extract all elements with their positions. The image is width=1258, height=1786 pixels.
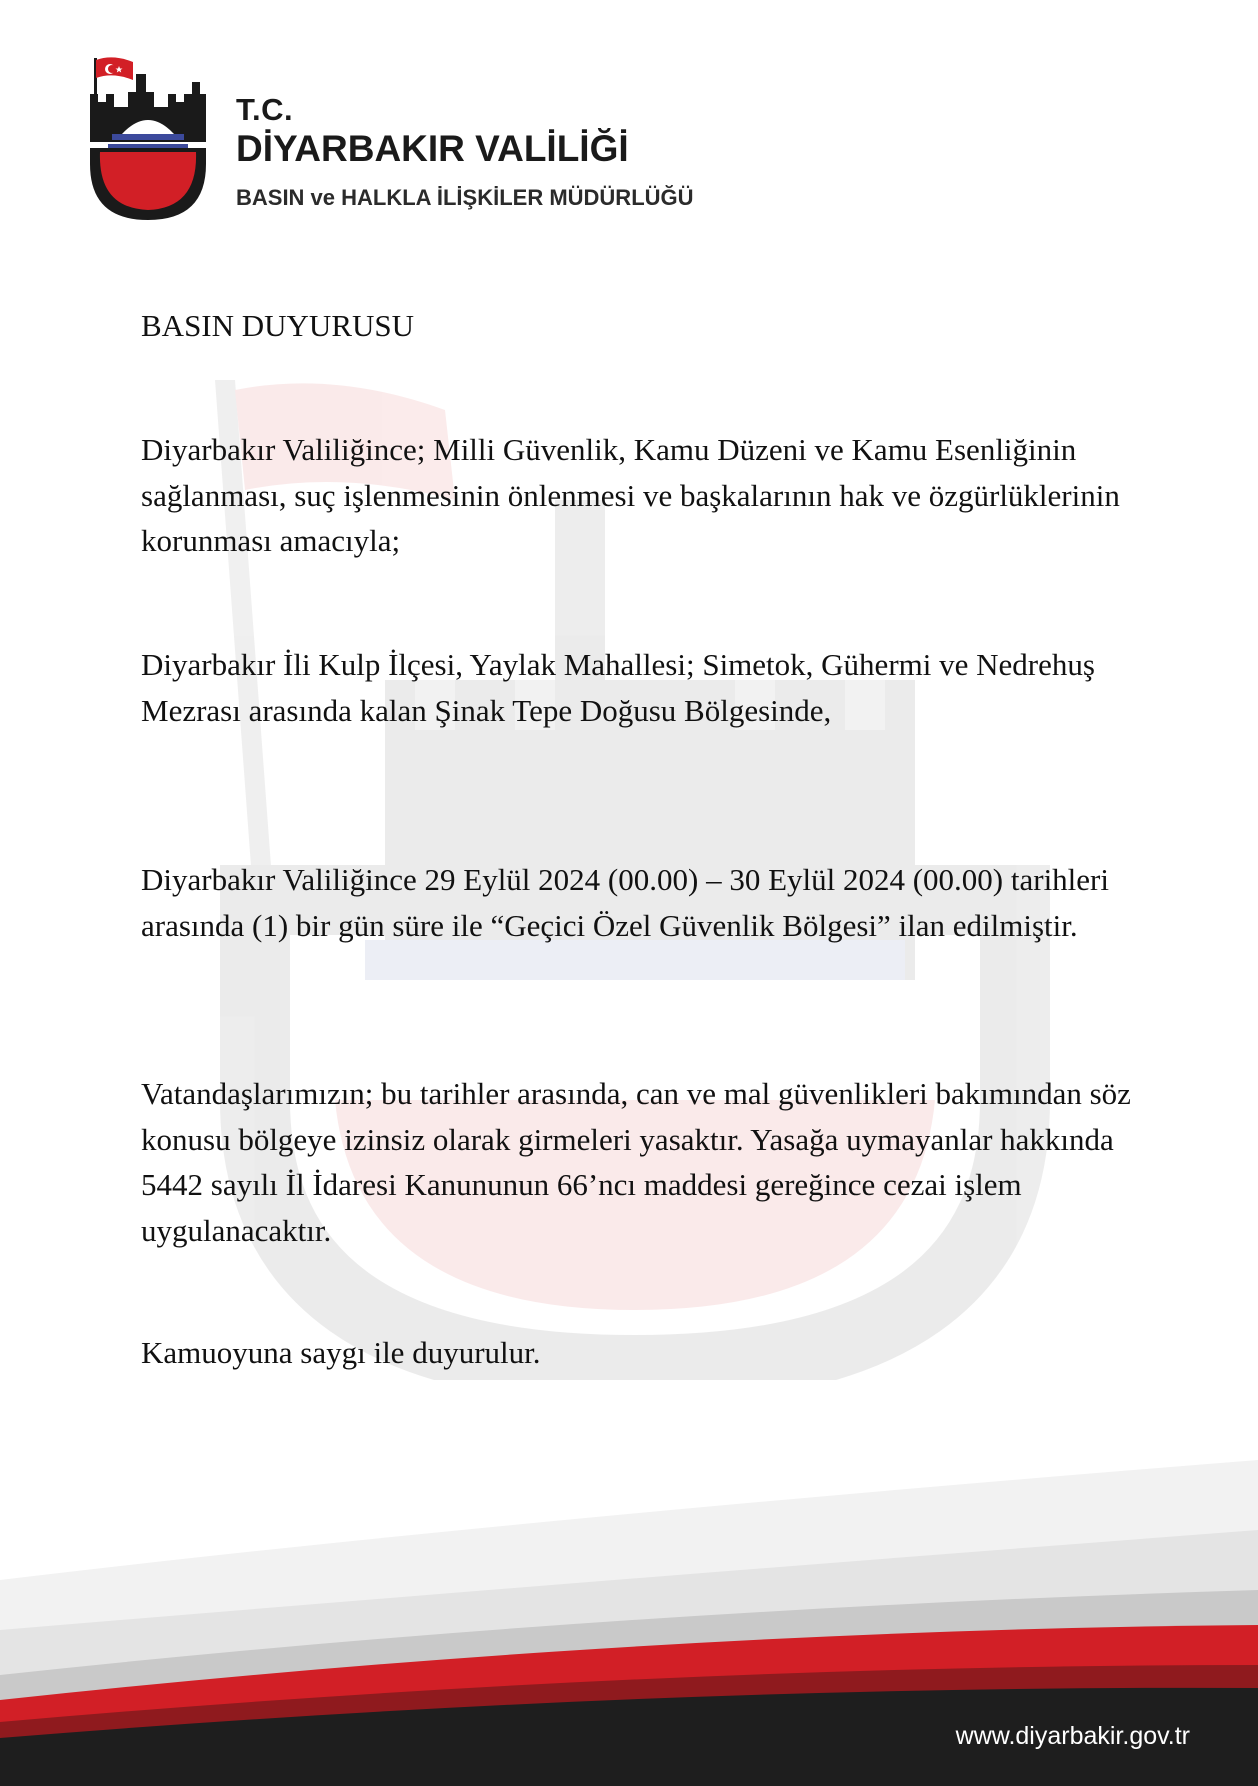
document-paragraph: Diyarbakır İli Kulp İlçesi, Yaylak Mahallesi; Simetok, Gühermi ve Nedrehuş Mezrası arasında kalan Şinak Tepe Doğusu Bölgesinde,	[141, 647, 1095, 728]
footer-website[interactable]: www.diyarbakir.gov.tr	[955, 1722, 1190, 1750]
diyarbakir-governorship-logo	[88, 52, 218, 227]
document-title: BASIN DUYURUSU	[141, 308, 415, 343]
header	[236, 92, 694, 212]
header-tc: T.C.	[236, 92, 294, 127]
header-department: BASIN ve HALKLA İLİŞKİLER MÜDÜRLÜĞÜ	[236, 185, 694, 210]
header-governorship: DİYARBAKIR VALİLİĞİ	[236, 128, 629, 169]
document-closing: Kamuoyuna saygı ile duyurulur.	[141, 1335, 541, 1370]
document-paragraph: Vatandaşlarımızın; bu tarihler arasında, can ve mal güvenlikleri bakımından söz konusu bölgeye izinsiz olarak girmeleri yasaktır. Yasağa uymayanlar hakkında 5442 sayılı İl İdaresi Kanununun 66’ncı maddesi gereğince cezai işlem uygulanacaktır.	[141, 1076, 1131, 1248]
document-paragraph: Diyarbakır Valiliğince; Milli Güvenlik, Kamu Düzeni ve Kamu Esenliğinin sağlanması, suç işlenmesinin önlenmesi ve başkalarının hak ve özgürlüklerinin korunması amacıyla;	[141, 432, 1120, 558]
document-paragraph: Diyarbakır Valiliğince 29 Eylül 2024 (00.00) – 30 Eylül 2024 (00.00) tarihleri arasında (1) bir gün süre ile “Geçici Özel Güvenlik Bölgesi” ilan edilmiştir.	[141, 862, 1109, 943]
